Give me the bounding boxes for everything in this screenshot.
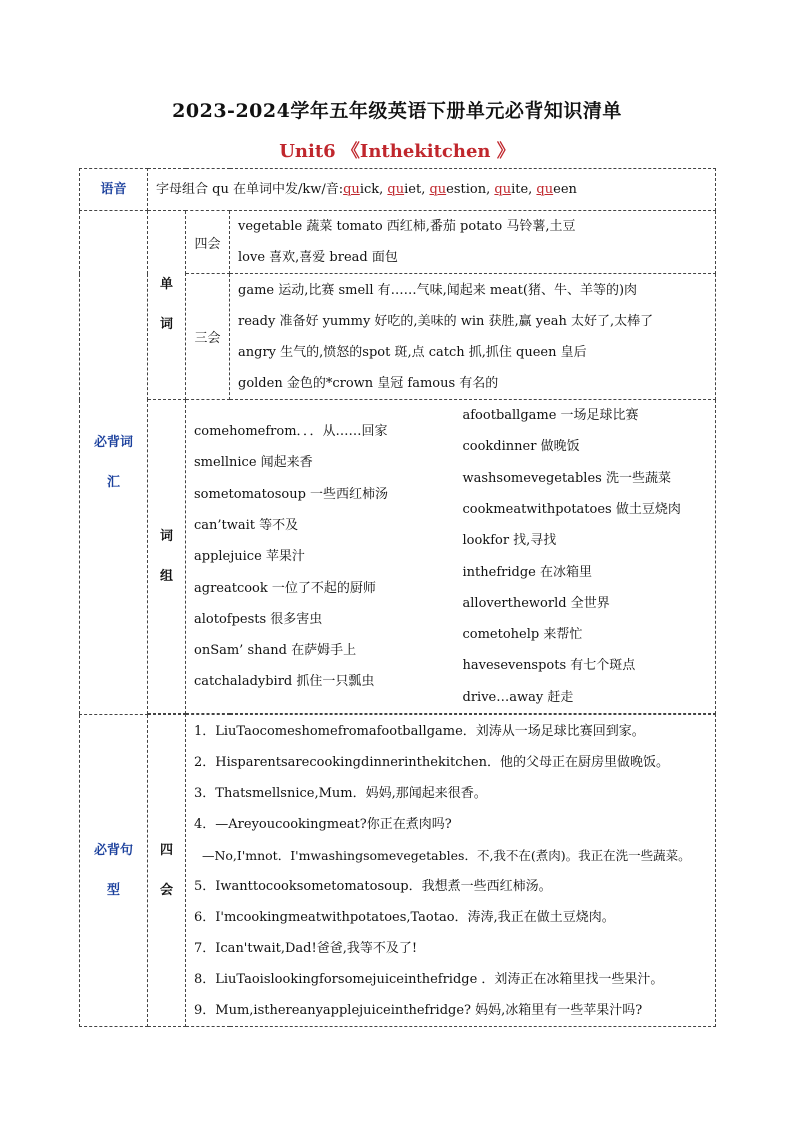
phrase-item: washsomevegetables 洗一些蔬菜: [462, 470, 671, 486]
word-line: vegetable 蔬菜 tomato 西红柿,番茄 potato 马铃薯,土豆: [238, 219, 576, 234]
sentences-row: [80, 715, 716, 1027]
phrase-item: agreatcook 一位了不起的厨师: [194, 580, 376, 596]
pronunciation-row: [80, 169, 716, 211]
phrase-item: applejuice 苹果汁: [194, 549, 305, 565]
sentence-item: 3．Thatsmellsnice,Mum．妈妈,那闻起来很香。: [194, 785, 487, 801]
phrase-item: havesevenspots 有七个斑点: [462, 658, 636, 674]
qu-word: question: [429, 181, 487, 197]
phrase-item: cookdinner 做晚饭: [462, 439, 580, 455]
qu-word: quick: [343, 181, 380, 197]
level-four-label: 四会: [186, 211, 230, 274]
words-four-skill-row: [80, 211, 716, 274]
sentences-level-label: 四 会: [148, 715, 186, 1027]
pronunciation-prefix: 字母组合 qu 在单词中发/kw/音:: [156, 181, 344, 197]
four-skill-words: [230, 211, 716, 274]
level-three-label: 三会: [186, 274, 230, 400]
phrases-left-column: [186, 400, 447, 713]
sentences-category: 必背句 型: [80, 715, 148, 1027]
phrase-item: catchaladybird 抓住一只瓢虫: [194, 674, 375, 690]
phrases-row: [80, 400, 716, 714]
phrases-right-column: [447, 400, 716, 713]
phrase-item: can’twait 等不及: [194, 517, 299, 533]
qu-word: quite: [494, 181, 529, 197]
three-skill-words: [230, 274, 716, 400]
phrases-content: [186, 400, 716, 714]
words-label: 单 词: [148, 211, 186, 400]
phrase-item: cometohelp 来帮忙: [462, 627, 583, 643]
phrase-item: cookmeatwithpotatoes 做土豆烧肉: [462, 501, 681, 517]
sentence-item: 6．I'mcookingmeatwithpotatoes,Taotao．涛涛,我正在做土豆烧肉。: [194, 909, 615, 925]
sentence-item: —No,I'mnot．I'mwashingsomevegetables．不,我不在(煮肉)。我正在洗一些蔬菜。: [194, 847, 691, 863]
phrase-item: inthefridge 在冰箱里: [462, 564, 592, 580]
sentences-content: [186, 715, 716, 1027]
phrase-item: comehomefrom．．．从……回家: [194, 424, 388, 440]
phrase-item: drive…away 赶走: [462, 689, 574, 705]
qu-word: quiet: [387, 181, 422, 197]
phrase-item: smellnice 闻起来香: [194, 455, 313, 471]
sentence-item: 4．—Areyoucookingmeat?你正在煮肉吗?: [194, 816, 452, 832]
vocab-category: 必背词 汇: [80, 211, 148, 715]
phrase-item: lookfor 找,寻找: [462, 533, 557, 549]
word-line: love 喜欢,喜爱 bread 面包: [238, 250, 398, 265]
phrase-item: allovertheworld 全世界: [462, 595, 610, 611]
word-line: ready 准备好 yummy 好吃的,美味的 win 获胜,赢 yeah 太好了,太棒了: [238, 313, 654, 329]
qu-word: queen: [536, 181, 577, 197]
phrase-item: alotofpests 很多害虫: [194, 611, 323, 627]
sentence-item: 7．Ican'twait,Dad!爸爸,我等不及了!: [194, 940, 418, 956]
word-line: angry 生气的,愤怒的spot 斑,点 catch 抓,抓住 queen 皇后: [238, 344, 587, 360]
phrase-item: onSam’ shand 在萨姆手上: [194, 643, 357, 659]
pronunciation-content: 字母组合 qu 在单词中发/kw/音:quick, quiet, question, quite, queen: [148, 169, 716, 211]
page-title: 2023-2024学年五年级英语下册单元必背知识清单: [172, 100, 622, 122]
pronunciation-label: 语音: [80, 169, 148, 211]
word-line: golden 金色的*crown 皇冠 famous 有名的: [238, 375, 499, 391]
phrase-item: sometomatosoup 一些西红柿汤: [194, 486, 389, 502]
knowledge-table: [79, 168, 716, 1027]
sentence-item: 9．Mum,isthereanyapplejuiceinthefridge? 妈妈,冰箱里有一些苹果汁吗?: [194, 1002, 643, 1018]
phrase-item: afootballgame 一场足球比赛: [462, 408, 639, 424]
unit-subtitle: Unit6 《Inthekitchen 》: [279, 141, 515, 162]
sentence-item: 8．LiuTaoislookingforsomejuiceinthefridge ．刘涛正在冰箱里找一些果汁。: [194, 971, 664, 987]
phrases-label: 词 组: [148, 400, 186, 714]
sentence-item: 5．Iwanttocooksometomatosoup．我想煮一些西红柿汤。: [194, 878, 552, 894]
sentence-item: 2．Hisparentsarecookingdinnerinthekitchen．他的父母正在厨房里做晚饭。: [194, 754, 669, 770]
word-line: game 运动,比赛 smell 有……气味,闻起来 meat(猪、牛、羊等的)肉: [238, 282, 638, 298]
sentence-item: 1．LiuTaocomeshomefromafootballgame．刘涛从一场足球比赛回到家。: [194, 723, 645, 739]
